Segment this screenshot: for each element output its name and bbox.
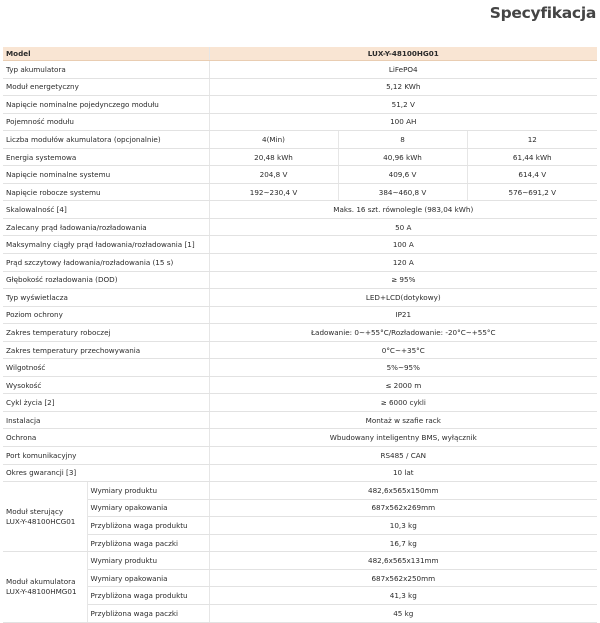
row-label: Wymiary produktu: [87, 482, 209, 500]
row-value: 100 A: [209, 236, 597, 254]
row-label: Skalowalność [4]: [3, 201, 209, 219]
row-value: 5%~95%: [209, 359, 597, 377]
table-row: [3, 166, 597, 184]
table-row: [3, 394, 597, 412]
row-label: Przybliżona waga produktu: [87, 517, 209, 535]
table-row: [3, 569, 597, 587]
table-row: [3, 201, 597, 219]
header-label: Model: [3, 47, 209, 61]
row-label: Zakres temperatury przechowywania: [3, 341, 209, 359]
group-name: [3, 482, 87, 552]
row-label: Napięcie robocze systemu: [3, 183, 209, 201]
row-label: Moduł energetyczny: [3, 78, 209, 96]
group-name-line1: Moduł sterujący: [6, 506, 64, 516]
group-name-line1: Moduł akumulatora: [6, 576, 76, 586]
group-name-line2: LUX-Y-48100HCG01: [6, 516, 76, 526]
table-row: [3, 183, 597, 201]
row-value: 409,6 V: [338, 166, 467, 184]
row-label: Prąd szczytowy ładowania/rozładowania (15 s): [3, 254, 209, 272]
row-label: Napięcie nominalne systemu: [3, 166, 209, 184]
row-label: Cykl życia [2]: [3, 394, 209, 412]
header-model-value: LUX-Y-48100HG01: [209, 47, 597, 61]
spec-table: [3, 47, 597, 623]
table-row: [3, 131, 597, 149]
row-label: Pojemność modułu: [3, 113, 209, 131]
row-label: Instalacja: [3, 411, 209, 429]
table-row: [3, 113, 597, 131]
table-row: [3, 411, 597, 429]
row-label: Typ wyświetlacza: [3, 289, 209, 307]
row-value: 16,7 kg: [209, 534, 597, 552]
row-label: Maksymalny ciągły prąd ładowania/rozładowania [1]: [3, 236, 209, 254]
table-row: [3, 271, 597, 289]
table-row: [3, 324, 597, 342]
row-value: Montaż w szafie rack: [209, 411, 597, 429]
row-value: 50 A: [209, 218, 597, 236]
row-label: Przybliżona waga paczki: [87, 534, 209, 552]
row-value: ≤ 2000 m: [209, 376, 597, 394]
table-row: [3, 464, 597, 482]
row-value: Wbudowany inteligentny BMS, wyłącznik: [209, 429, 597, 447]
table-row: [3, 236, 597, 254]
row-value: 614,4 V: [467, 166, 597, 184]
row-label: Poziom ochrony: [3, 306, 209, 324]
row-value: 40,96 kWh: [338, 148, 467, 166]
row-value: 192~230,4 V: [209, 183, 338, 201]
row-value: 61,44 kWh: [467, 148, 597, 166]
row-value: 45 kg: [209, 604, 597, 622]
row-label: Przybliżona waga produktu: [87, 587, 209, 605]
table-row: [3, 534, 597, 552]
row-label: Zalecany prąd ładowania/rozładowania: [3, 218, 209, 236]
group-name-line2: LUX-Y-48100HMG01: [6, 586, 77, 596]
row-value: Maks. 16 szt. równolegle (983,04 kWh): [209, 201, 597, 219]
row-label: Ochrona: [3, 429, 209, 447]
table-row: [3, 78, 597, 96]
table-row: [3, 517, 597, 535]
table-row: [3, 359, 597, 377]
row-value: 576~691,2 V: [467, 183, 597, 201]
table-row: [3, 61, 597, 79]
table-row: [3, 148, 597, 166]
page-title: Specyfikacja: [489, 4, 596, 22]
row-label: Okres gwarancji [3]: [3, 464, 209, 482]
row-label: Wymiary produktu: [87, 552, 209, 570]
row-value: LiFePO4: [209, 61, 597, 79]
table-row: [3, 218, 597, 236]
row-label: Liczba modułów akumulatora (opcjonalnie): [3, 131, 209, 149]
row-value: 100 AH: [209, 113, 597, 131]
row-value: 5,12 KWh: [209, 78, 597, 96]
row-value: 4(Min): [209, 131, 338, 149]
row-value: 12: [467, 131, 597, 149]
table-row: [3, 96, 597, 114]
table-row: [3, 289, 597, 307]
table-row: [3, 429, 597, 447]
row-value: 687x562x250mm: [209, 569, 597, 587]
row-label: Przybliżona waga paczki: [87, 604, 209, 622]
row-label: Wymiary opakowania: [87, 569, 209, 587]
row-value: ≥ 95%: [209, 271, 597, 289]
row-value: 8: [338, 131, 467, 149]
row-label: Wilgotność: [3, 359, 209, 377]
table-row: [3, 254, 597, 272]
row-label: Port komunikacyjny: [3, 447, 209, 465]
row-value: RS485 / CAN: [209, 447, 597, 465]
table-row: [3, 499, 597, 517]
row-value: ≥ 6000 cykli: [209, 394, 597, 412]
row-label: Napięcie nominalne pojedynczego modułu: [3, 96, 209, 114]
table-row: [3, 482, 597, 500]
row-value: 20,48 kWh: [209, 148, 338, 166]
row-value: 10 lat: [209, 464, 597, 482]
row-value: 482,6x565x150mm: [209, 482, 597, 500]
row-value: IP21: [209, 306, 597, 324]
group-name: [3, 552, 87, 622]
table-row: [3, 552, 597, 570]
table-row: [3, 376, 597, 394]
row-value: 384~460,8 V: [338, 183, 467, 201]
row-value: 204,8 V: [209, 166, 338, 184]
row-value: Ładowanie: 0~+55°C/Rozładowanie: -20°C~+55°C: [209, 324, 597, 342]
row-value: 10,3 kg: [209, 517, 597, 535]
row-value: 482,6x565x131mm: [209, 552, 597, 570]
row-value: 41,3 kg: [209, 587, 597, 605]
row-label: Głębokość rozładowania (DOD): [3, 271, 209, 289]
table-header-row: [3, 47, 597, 61]
row-label: Wymiary opakowania: [87, 499, 209, 517]
row-label: Zakres temperatury roboczej: [3, 324, 209, 342]
row-label: Wysokość: [3, 376, 209, 394]
row-value: 0°C~+35°C: [209, 341, 597, 359]
row-label: Typ akumulatora: [3, 61, 209, 79]
table-row: [3, 604, 597, 622]
row-label: Energia systemowa: [3, 148, 209, 166]
table-row: [3, 306, 597, 324]
table-row: [3, 447, 597, 465]
table-row: [3, 341, 597, 359]
spec-table-body: [3, 47, 597, 622]
row-value: LED+LCD(dotykowy): [209, 289, 597, 307]
row-value: 120 A: [209, 254, 597, 272]
row-value: 687x562x269mm: [209, 499, 597, 517]
row-value: 51,2 V: [209, 96, 597, 114]
